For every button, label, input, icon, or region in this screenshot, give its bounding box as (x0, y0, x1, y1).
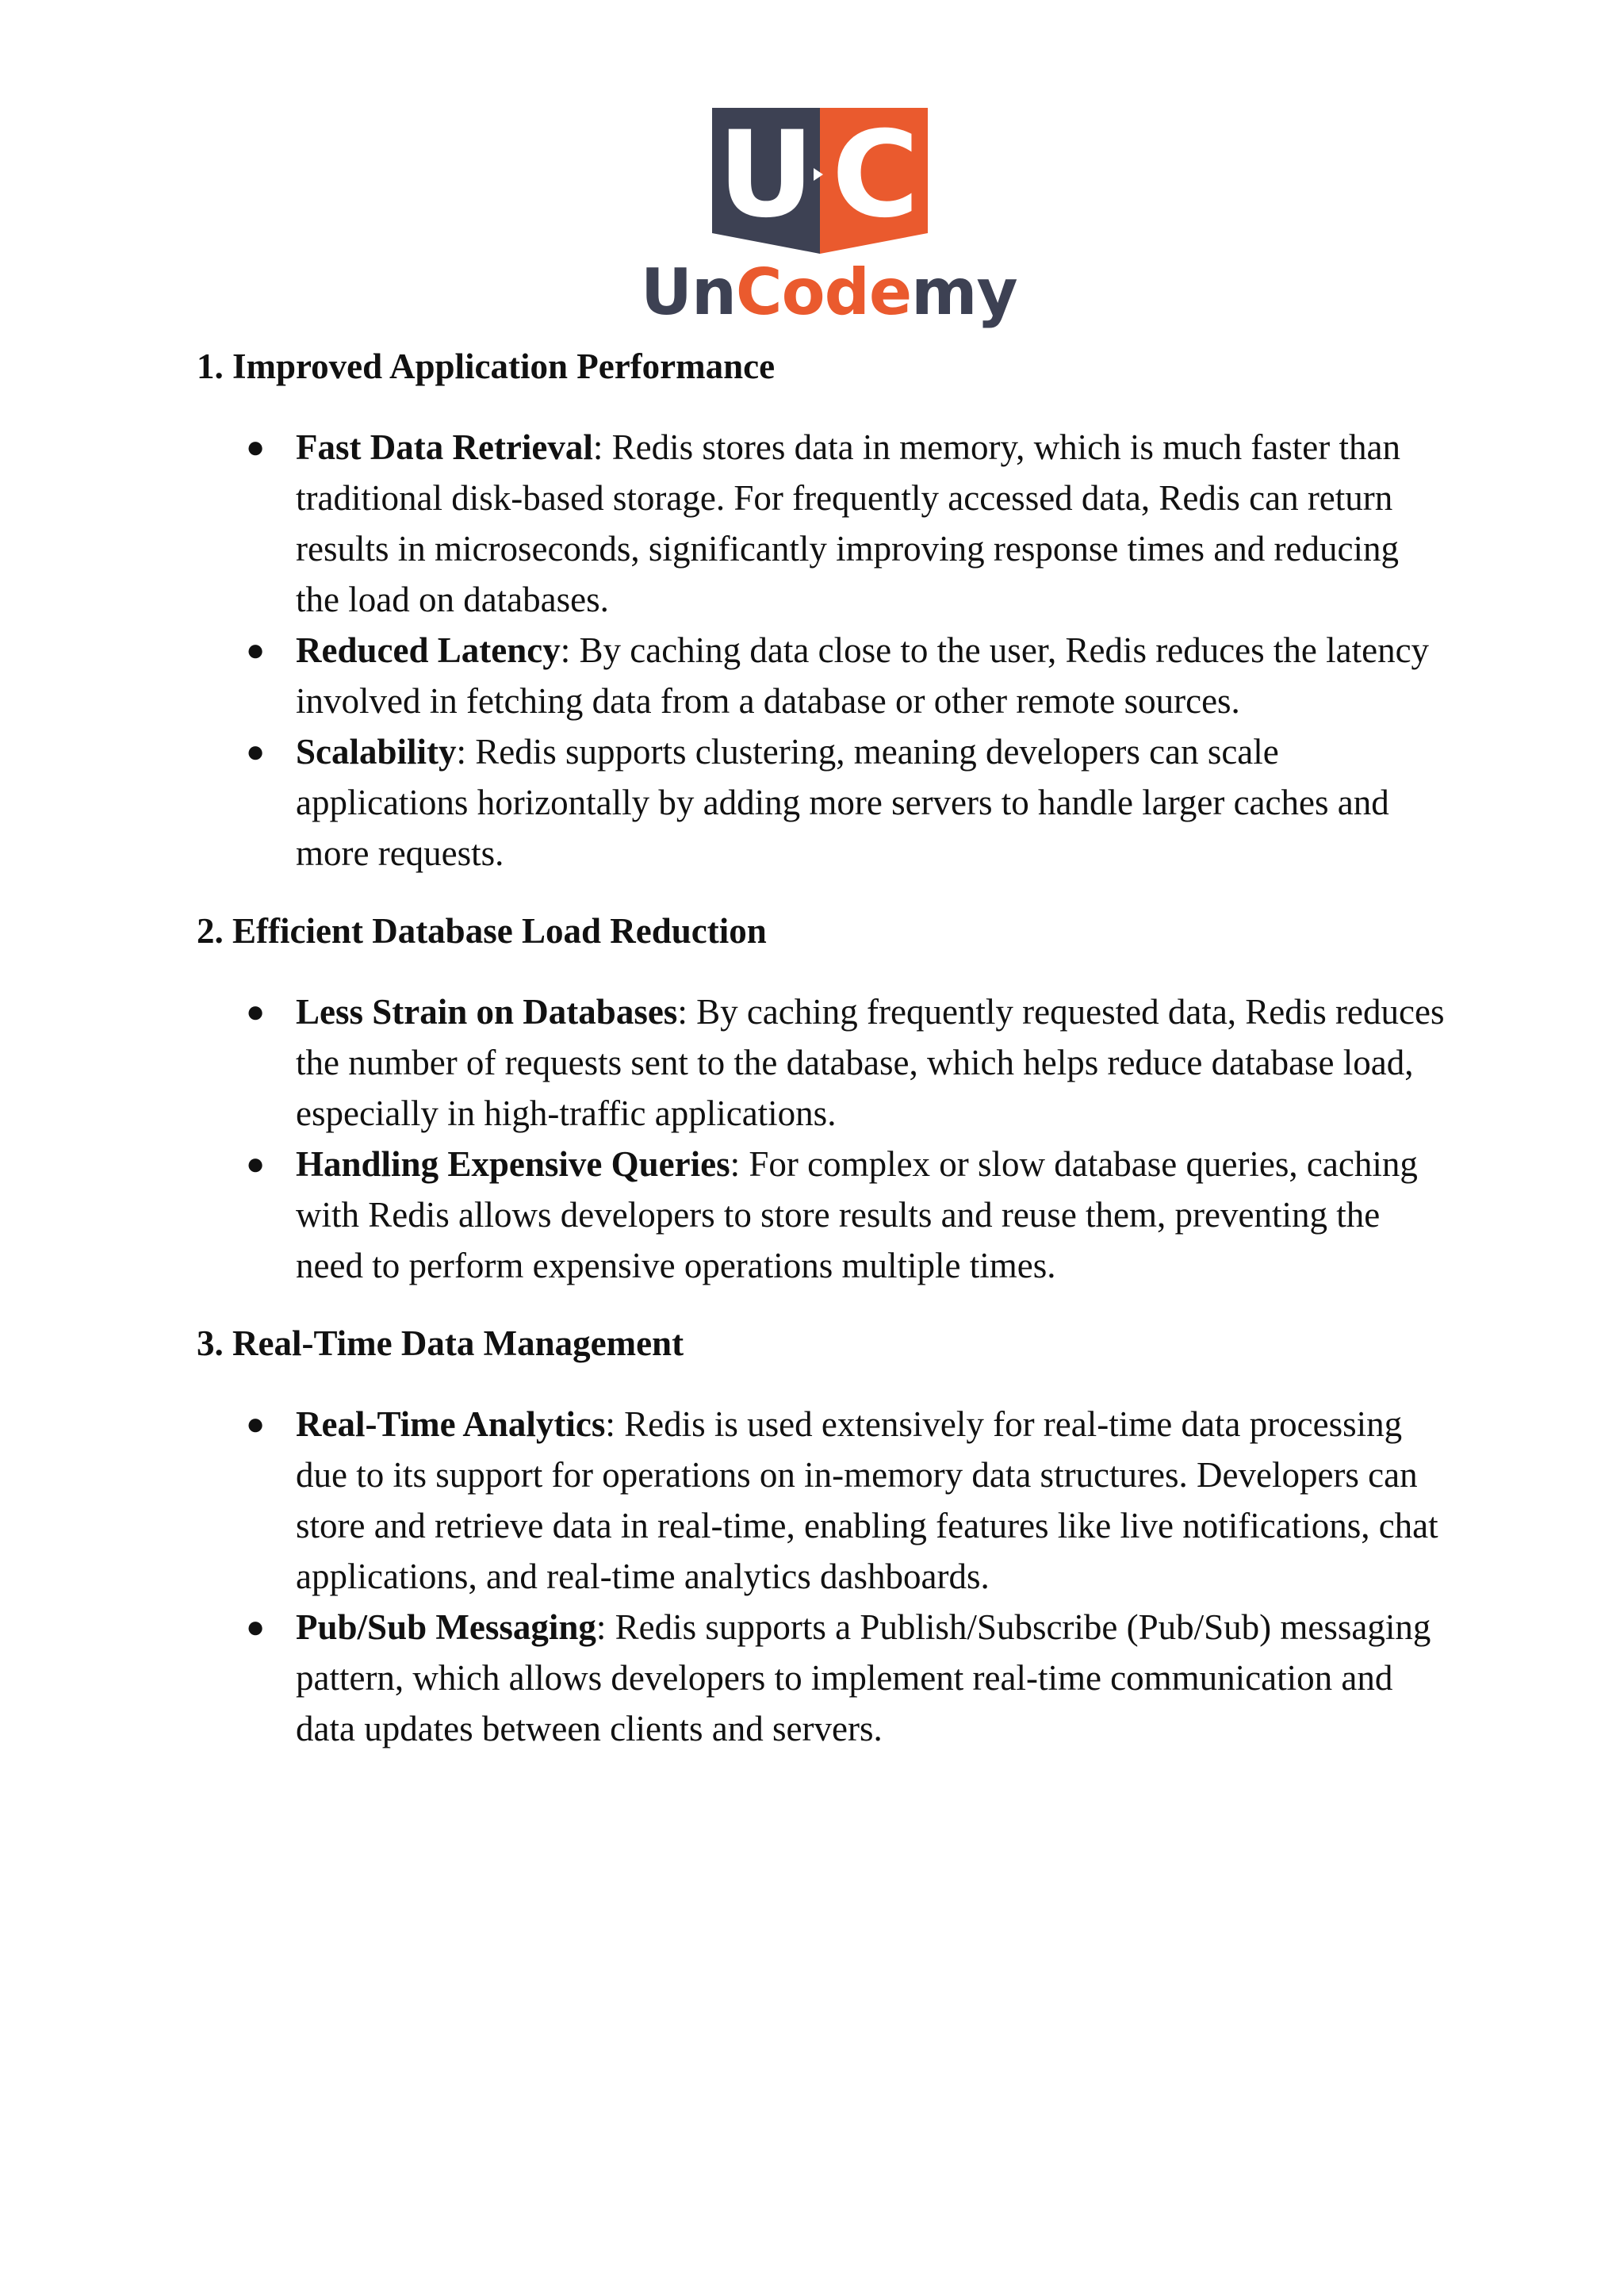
item-term: Handling Expensive Queries (296, 1144, 730, 1184)
item-term: Reduced Latency (296, 630, 561, 670)
item-term: Pub/Sub Messaging (296, 1607, 596, 1647)
bullet-icon: ● (246, 1146, 266, 1181)
logo-word-part3: my (911, 255, 1017, 329)
document-body (197, 341, 1450, 1781)
bullet-list (197, 422, 1450, 879)
item-text: : Redis supports a Publish/Subscribe (Pub/Sub) messaging pattern, which allows developers to implement real-time communication and data updates between clients and servers. (296, 1607, 1431, 1748)
item-term: Less Strain on Databases (296, 992, 678, 1032)
item-term: Real-Time Analytics (296, 1404, 606, 1444)
item-text: : Redis is used extensively for real-time data processing due to its support for operations on in-memory data structures. Developers can store and retrieve data in real-time, enabling features like live notifications, chat applications, and real-time analytics dashboards. (296, 1404, 1438, 1596)
logo-word-part1: Un (641, 255, 736, 329)
section-title: 1. Improved Application Performance (197, 347, 776, 386)
item-text: : Redis supports clustering, meaning developers can scale applications horizontally by adding more servers to handle larger caches and more requests. (296, 732, 1389, 873)
uncodemy-logo (641, 105, 1017, 329)
bullet-list (197, 986, 1450, 1291)
list-item (197, 625, 1450, 726)
bullet-list (197, 1399, 1450, 1754)
bullet-icon: ● (246, 994, 266, 1029)
section-real-time (197, 1318, 1450, 1754)
list-item (197, 422, 1450, 625)
list-item (197, 726, 1450, 879)
section-database-load (197, 906, 1450, 1291)
item-text: : By caching data close to the user, Redis reduces the latency involved in fetching data from a database or other remote sources. (296, 630, 1430, 721)
section-title: 2. Efficient Database Load Reduction (197, 911, 767, 951)
list-item (197, 1399, 1450, 1602)
section-performance (197, 341, 1450, 879)
item-text: : For complex or slow database queries, caching with Redis allows developers to store results and reuse them, preventing the need to perform expensive operations multiple times. (296, 1144, 1418, 1285)
list-item (197, 986, 1450, 1139)
logo-wordmark (641, 255, 1017, 329)
item-text: : Redis stores data in memory, which is much faster than traditional disk-based storage. For frequently accessed data, Redis can return results in microseconds, significantly improving response times and reducing the load on databases. (296, 427, 1400, 619)
bullet-icon: ● (246, 429, 266, 465)
bullet-icon: ● (246, 1406, 266, 1442)
list-item (197, 1602, 1450, 1754)
bullet-icon: ● (246, 632, 266, 668)
item-text: : By caching frequently requested data, Redis reduces the number of requests sent to the database, which helps reduce database load, especially in high-traffic applications. (296, 992, 1445, 1133)
list-item (197, 1139, 1450, 1291)
bullet-icon: ● (246, 733, 266, 769)
section-title: 3. Real-Time Data Management (197, 1323, 684, 1363)
uc-logo-mark (712, 108, 928, 254)
bullet-icon: ● (246, 1609, 266, 1645)
logo-word-part2: Code (735, 255, 912, 329)
item-term: Scalability (296, 732, 457, 772)
item-term: Fast Data Retrieval (296, 427, 593, 467)
logo-letter-c: C (831, 108, 920, 244)
logo-letter-u: U (718, 108, 814, 244)
